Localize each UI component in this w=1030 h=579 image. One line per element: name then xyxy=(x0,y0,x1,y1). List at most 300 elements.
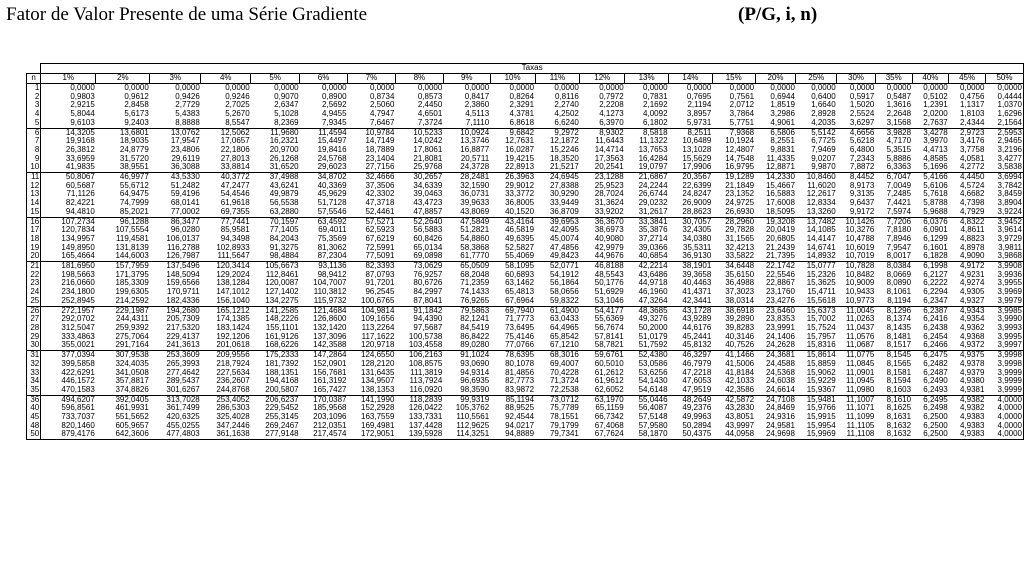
rates-super-header-row xyxy=(27,64,1024,74)
factor-cell: 86,8422 xyxy=(460,332,490,341)
factor-cell: 4,7170 xyxy=(886,137,912,146)
period-cell: 16 xyxy=(27,217,41,226)
factor-cell: 6,2466 xyxy=(923,341,948,350)
factor-cell: 21,7395 xyxy=(765,252,795,261)
factor-cell: 4,9375 xyxy=(949,351,986,360)
factor-cell: 11,9680 xyxy=(251,128,300,137)
factor-cell: 28,8623 xyxy=(682,207,712,216)
factor-cell: 156,7681 xyxy=(313,368,347,377)
factor-cell: 8,1625 xyxy=(886,404,912,413)
period-cell: 34 xyxy=(27,377,41,386)
factor-cell: 75,7789 xyxy=(549,404,579,413)
factor-cell: 76,9257 xyxy=(413,270,443,279)
factor-cell: 19,1289 xyxy=(712,173,755,182)
table-row xyxy=(27,306,1024,315)
factor-cell: 0,8900 xyxy=(322,92,347,101)
factor-cell: 4,6682 xyxy=(959,190,985,199)
factor-cell: 259,9392 xyxy=(115,323,149,332)
factor-cell: 174,1385 xyxy=(216,315,250,324)
factor-cell: 3,9868 xyxy=(985,252,1023,261)
factor-cell: 5,4166 xyxy=(912,173,949,182)
factor-cell: 54,6148 xyxy=(638,385,668,394)
factor-cell: 13,1028 xyxy=(682,145,712,154)
factor-cell: 78,6395 xyxy=(490,351,535,360)
factor-cell: 68,0141 xyxy=(170,199,200,208)
factor-cell: 84,2043 xyxy=(269,234,299,243)
factor-cell: 0,0000 xyxy=(686,83,712,92)
factor-cell: 96,1288 xyxy=(96,217,150,226)
factor-cell: 15,5629 xyxy=(682,154,712,163)
factor-cell: 94,0217 xyxy=(505,421,535,430)
factor-cell: 92,4544 xyxy=(505,413,535,422)
factor-cell: 8,1194 xyxy=(887,296,912,305)
factor-cell: 227,5634 xyxy=(216,368,250,377)
table-row xyxy=(27,146,1024,155)
rate-column-header: 11% xyxy=(535,74,580,84)
factor-cell: 252,8945 xyxy=(61,296,95,305)
factor-cell: 8,0384 xyxy=(875,262,912,271)
factor-cell: 18,9035 xyxy=(119,137,149,146)
factor-cell: 2,7637 xyxy=(923,118,948,127)
factor-cell: 116,0920 xyxy=(409,385,443,394)
factor-cell: 4,9354 xyxy=(959,315,985,324)
factor-cell: 93,1136 xyxy=(300,262,348,271)
factor-cell: 5,8788 xyxy=(923,199,948,208)
factor-cell: 21,1849 xyxy=(725,181,755,190)
factor-cell: 49,2376 xyxy=(682,404,712,413)
period-cell: 29 xyxy=(27,333,41,342)
factor-cell: 11,0945 xyxy=(846,377,875,386)
factor-cell: 4,8585 xyxy=(923,154,948,163)
factor-cell: 0,4756 xyxy=(959,92,985,101)
factor-cell: 7,8180 xyxy=(886,226,912,235)
factor-cell: 94,4810 xyxy=(65,207,95,216)
factor-cell: 12,7631 xyxy=(505,137,535,146)
factor-cell: 26,9009 xyxy=(682,199,712,208)
factor-cell: 312,5047 xyxy=(61,323,95,332)
factor-cell: 42,1033 xyxy=(725,377,755,386)
factor-cell: 42,2214 xyxy=(625,262,669,271)
factor-cell: 313,7028 xyxy=(150,395,201,404)
rate-column-header: 1% xyxy=(41,74,96,84)
factor-cell: 6,0376 xyxy=(912,217,949,226)
factor-cell: 455,0255 xyxy=(166,421,200,430)
factor-cell: 286,5303 xyxy=(216,404,250,413)
factor-cell: 88,9525 xyxy=(505,404,535,413)
factor-cell: 17,8061 xyxy=(413,145,443,154)
period-cell: 3 xyxy=(27,101,41,110)
factor-cell: 6,2493 xyxy=(923,385,948,394)
factor-cell: 24,3681 xyxy=(755,351,796,360)
factor-cell: 4,8823 xyxy=(959,234,985,243)
factor-cell: 2,1194 xyxy=(687,101,712,110)
rate-column-header: 35% xyxy=(875,74,912,84)
factor-cell: 17,6008 xyxy=(765,199,795,208)
factor-cell: 7,9368 xyxy=(712,128,755,137)
factor-cell: 6,2500 xyxy=(923,413,948,422)
factor-cell: 8,2369 xyxy=(274,118,299,127)
factor-cell: 50,1776 xyxy=(594,279,624,288)
factor-cell: 0,0000 xyxy=(886,83,912,92)
factor-cell: 98,3590 xyxy=(460,385,490,394)
table-row xyxy=(27,217,1024,226)
factor-cell: 14,7548 xyxy=(725,154,755,163)
factor-cell: 8,1565 xyxy=(886,359,912,368)
factor-cell: 15,8316 xyxy=(806,341,836,350)
factor-cell: 5,1696 xyxy=(923,163,948,172)
factor-cell: 10,6019 xyxy=(845,243,875,252)
factor-cell: 14,3205 xyxy=(41,128,96,137)
factor-cell: 4,7929 xyxy=(959,207,985,216)
factor-cell: 104,9814 xyxy=(348,306,396,315)
factor-cell: 20,9700 xyxy=(269,145,299,154)
factor-cell: 4,2772 xyxy=(959,163,985,172)
factor-cell: 10,7828 xyxy=(837,262,876,271)
factor-cell: 57,5148 xyxy=(638,413,668,422)
factor-cell: 68,3016 xyxy=(535,351,580,360)
rate-column-header: 40% xyxy=(912,74,949,84)
factor-cell: 79,1799 xyxy=(549,421,579,430)
factor-cell: 15,9766 xyxy=(806,404,836,413)
factor-cell: 9,6103 xyxy=(70,118,95,127)
factor-cell: 11,6443 xyxy=(595,137,624,146)
factor-cell: 12,8334 xyxy=(806,199,836,208)
factor-cell: 100,6765 xyxy=(361,296,395,305)
factor-cell: 377,0394 xyxy=(41,351,96,360)
factor-cell: 47,4856 xyxy=(549,243,579,252)
factor-cell: 5,8886 xyxy=(886,154,912,163)
factor-cell: 26,6744 xyxy=(638,190,668,199)
factor-cell: 4,9372 xyxy=(959,341,985,350)
factor-cell: 30,2657 xyxy=(395,173,443,182)
factor-cell: 4,9231 xyxy=(959,270,985,279)
factor-cell: 81,4856 xyxy=(505,368,535,377)
factor-cell: 461,9931 xyxy=(115,404,149,413)
period-cell: 9 xyxy=(27,155,41,164)
rate-column-header: 3% xyxy=(150,74,201,84)
factor-cell: 1,3616 xyxy=(886,101,912,110)
factor-cell: 84,5419 xyxy=(460,323,490,332)
factor-cell: 42,4095 xyxy=(549,226,579,235)
period-cell: 20 xyxy=(27,252,41,261)
factor-cell: 37,3506 xyxy=(365,181,395,190)
factor-cell: 14,0242 xyxy=(413,137,443,146)
factor-cell: 49,8423 xyxy=(549,252,579,261)
factor-cell: 0,0000 xyxy=(369,83,395,92)
factor-cell: 35,6150 xyxy=(725,270,755,279)
factor-cell: 4,9380 xyxy=(959,377,985,386)
period-cell: 10 xyxy=(27,163,41,172)
factor-cell: 19,8416 xyxy=(317,145,347,154)
factor-cell: 77,7441 xyxy=(201,217,251,226)
factor-cell: 4,9343 xyxy=(949,306,986,315)
factor-cell: 24,7108 xyxy=(755,395,796,404)
factor-cell: 3,4277 xyxy=(985,155,1023,164)
factor-cell: 23,4276 xyxy=(765,296,795,305)
factor-cell: 56,1864 xyxy=(549,279,579,288)
factor-cell: 83,9872 xyxy=(505,385,535,394)
factor-cell: 170,0387 xyxy=(300,395,348,404)
factor-cell: 67,7624 xyxy=(580,430,625,439)
factor-cell: 0,5102 xyxy=(923,92,948,101)
factor-cell: 129,2024 xyxy=(216,270,250,279)
factor-cell: 41,4371 xyxy=(682,288,712,297)
factor-cell: 12,4807 xyxy=(725,145,755,154)
factor-cell: 18,5095 xyxy=(765,207,795,216)
factor-cell: 22,6399 xyxy=(682,181,712,190)
period-cell: 2 xyxy=(27,93,41,102)
factor-cell: 12,5062 xyxy=(201,128,251,137)
factor-cell: 420,6325 xyxy=(166,413,200,422)
factor-cell: 112,8461 xyxy=(265,270,299,279)
factor-cell: 34,6448 xyxy=(712,262,755,271)
period-cell: 18 xyxy=(27,235,41,244)
factor-cell: 29,6119 xyxy=(171,154,200,163)
factor-cell: 269,2467 xyxy=(265,421,299,430)
factor-cell: 131,6435 xyxy=(361,368,395,377)
rate-column-header: 20% xyxy=(755,74,796,84)
factor-cell: 181,7392 xyxy=(265,359,299,368)
table-row xyxy=(27,155,1024,164)
factor-cell: 4,9172 xyxy=(949,262,986,271)
factor-cell: 107,2734 xyxy=(41,217,96,226)
factor-cell: 61,9618 xyxy=(220,199,250,208)
factor-cell: 82,1241 xyxy=(460,315,490,324)
factor-cell: 2,4450 xyxy=(417,101,443,110)
factor-cell: 4,9383 xyxy=(949,430,986,439)
factor-cell: 9,2972 xyxy=(535,128,580,137)
rate-column-header: 6% xyxy=(300,74,348,84)
factor-cell: 16,8877 xyxy=(460,145,490,154)
factor-cell: 33,5822 xyxy=(725,252,755,261)
factor-cell: 3,5838 xyxy=(985,163,1023,172)
factor-cell: 374,8826 xyxy=(115,385,149,394)
factor-cell: 2,0712 xyxy=(729,101,755,110)
factor-cell: 3,9729 xyxy=(985,235,1023,244)
factor-cell: 43,8051 xyxy=(725,413,755,422)
factor-cell: 8,1610 xyxy=(875,395,912,404)
factor-cell: 63,1462 xyxy=(505,279,535,288)
factor-cell: 2,5692 xyxy=(322,101,347,110)
factor-cell: 4,9327 xyxy=(959,296,985,305)
table-row xyxy=(27,351,1024,360)
factor-cell: 15,7002 xyxy=(806,315,836,324)
factor-cell: 879,4176 xyxy=(41,430,96,439)
factor-cell: 212,0351 xyxy=(313,421,347,430)
factor-cell: 91,1842 xyxy=(395,306,443,315)
factor-cell: 77,0002 xyxy=(170,207,200,216)
factor-cell: 399,5858 xyxy=(61,359,95,368)
factor-cell: 53,1046 xyxy=(594,296,624,305)
table-row xyxy=(27,422,1024,431)
factor-cell: 66,7342 xyxy=(594,413,624,422)
factor-cell: 8,1435 xyxy=(886,323,912,332)
factor-cell: 181,6950 xyxy=(41,262,96,271)
factor-cell: 5,4383 xyxy=(175,110,200,119)
factor-cell: 642,3606 xyxy=(96,430,150,439)
period-cell: 30 xyxy=(27,341,41,350)
factor-cell: 20,3567 xyxy=(669,173,713,182)
factor-cell: 70,4228 xyxy=(549,368,579,377)
factor-cell: 89,0280 xyxy=(460,341,490,350)
factor-cell: 253,3609 xyxy=(150,351,201,360)
factor-cell: 139,5928 xyxy=(395,430,443,439)
period-cell: 12 xyxy=(27,182,41,191)
factor-cell: 4,9061 xyxy=(770,118,795,127)
factor-cell: 1,5020 xyxy=(849,101,875,110)
factor-cell: 55,4069 xyxy=(505,252,535,261)
factor-cell: 24,9698 xyxy=(755,430,796,439)
factor-cell: 8,1517 xyxy=(886,341,912,350)
factor-cell: 8,0669 xyxy=(886,270,912,279)
factor-cell: 47,2218 xyxy=(682,368,712,377)
table-body xyxy=(27,84,1024,440)
factor-cell: 22,1742 xyxy=(755,262,796,271)
factor-cell: 85,1194 xyxy=(490,395,535,404)
factor-cell: 9,9870 xyxy=(811,163,836,172)
table-row xyxy=(27,244,1024,253)
factor-cell: 8,0890 xyxy=(886,279,912,288)
factor-cell: 46,1960 xyxy=(638,288,668,297)
factor-cell: 3,8957 xyxy=(686,110,712,119)
factor-cell: 29,9012 xyxy=(505,181,535,190)
factor-cell: 733,7037 xyxy=(61,413,95,422)
period-cell: 25 xyxy=(27,297,41,306)
factor-cell: 50,2894 xyxy=(682,421,712,430)
factor-cell: 13,7653 xyxy=(638,145,668,154)
factor-cell: 4,9362 xyxy=(959,323,985,332)
factor-cell: 4,9383 xyxy=(959,413,985,422)
factor-cell: 0,0000 xyxy=(175,83,200,92)
factor-cell: 3,7864 xyxy=(729,110,755,119)
factor-cell: 4,9305 xyxy=(959,288,985,297)
factor-cell: 71,3724 xyxy=(549,377,579,386)
factor-cell: 1,6640 xyxy=(811,101,836,110)
factor-cell: 96,2545 xyxy=(365,288,395,297)
factor-cell: 77,1405 xyxy=(269,226,299,235)
factor-cell: 0,0000 xyxy=(124,83,149,92)
factor-cell: 289,5437 xyxy=(166,377,200,386)
factor-cell: 58,3868 xyxy=(460,243,490,252)
factor-cell: 2,9465 xyxy=(985,137,1023,146)
factor-cell: 44,9718 xyxy=(638,279,668,288)
factor-cell: 26,3812 xyxy=(65,145,95,154)
factor-cell: 3,8459 xyxy=(985,190,1023,199)
factor-cell: 28,2481 xyxy=(443,173,490,182)
factor-cell: 103,4558 xyxy=(408,341,443,350)
factor-cell: 15,9969 xyxy=(796,430,837,439)
factor-cell: 0,0000 xyxy=(322,83,347,92)
factor-cell: 120,0087 xyxy=(265,279,299,288)
factor-cell: 6,4800 xyxy=(849,145,875,154)
factor-cell: 15,3625 xyxy=(806,279,836,288)
factor-cell: 56,5538 xyxy=(269,199,299,208)
table-row xyxy=(27,252,1024,261)
factor-cell: 38,6918 xyxy=(712,306,755,315)
factor-cell: 6,1998 xyxy=(912,262,949,271)
factor-cell: 203,1096 xyxy=(313,413,347,422)
factor-cell: 87,0793 xyxy=(365,270,395,279)
factor-cell: 152,0901 xyxy=(313,359,347,368)
factor-cell: 67,6219 xyxy=(365,234,395,243)
factor-cell: 39,0366 xyxy=(638,243,668,252)
factor-cell: 9,6437 xyxy=(849,199,875,208)
factor-cell: 120,9718 xyxy=(361,341,395,350)
factor-cell: 55,0446 xyxy=(625,395,669,404)
factor-cell: 3,9998 xyxy=(985,351,1023,360)
factor-cell: 4,6656 xyxy=(837,128,876,137)
factor-cell: 61,9612 xyxy=(594,377,624,386)
factor-cell: 163,7559 xyxy=(361,413,395,422)
factor-cell: 3,9224 xyxy=(985,208,1023,217)
factor-cell: 165,7427 xyxy=(313,385,347,394)
factor-cell: 10,4788 xyxy=(845,234,875,243)
factor-cell: 32,4666 xyxy=(348,173,396,182)
factor-cell: 60,6893 xyxy=(505,270,535,279)
factor-cell: 19,0797 xyxy=(638,163,668,172)
factor-cell: 0,8264 xyxy=(509,92,535,101)
factor-cell: 144,6003 xyxy=(115,252,149,261)
factor-cell: 30,7057 xyxy=(669,217,713,226)
factor-cell: 36,3088 xyxy=(170,163,200,172)
factor-cell: 0,0000 xyxy=(811,83,836,92)
factor-cell: 14,4714 xyxy=(594,145,624,154)
factor-cell: 47,8857 xyxy=(413,207,443,216)
table-row xyxy=(27,128,1024,137)
factor-cell: 8,1632 xyxy=(875,430,912,439)
factor-cell: 7,9469 xyxy=(811,145,836,154)
factor-cell: 23,1404 xyxy=(365,154,395,163)
factor-cell: 78,1551 xyxy=(549,413,579,422)
factor-cell: 3,9997 xyxy=(985,341,1023,350)
factor-cell: 0,6400 xyxy=(811,92,836,101)
factor-cell: 161,3192 xyxy=(313,377,347,386)
period-cell: 6 xyxy=(27,128,41,137)
factor-cell: 42,3441 xyxy=(682,296,712,305)
factor-cell: 172,9051 xyxy=(348,430,396,439)
factor-cell: 3,9998 xyxy=(985,360,1023,369)
factor-cell: 8,9302 xyxy=(580,128,625,137)
factor-cell: 57,9580 xyxy=(638,421,668,430)
factor-cell: 93,0690 xyxy=(460,359,490,368)
factor-cell: 241,3613 xyxy=(166,341,200,350)
table-row xyxy=(27,190,1024,199)
factor-cell: 15,9481 xyxy=(796,395,837,404)
factor-cell: 23,9991 xyxy=(765,323,795,332)
factor-cell: 21,2439 xyxy=(765,243,795,252)
period-cell: 4 xyxy=(27,110,41,119)
factor-cell: 4,7947 xyxy=(369,110,395,119)
factor-cell: 152,2928 xyxy=(361,404,395,413)
factor-cell: 0,0000 xyxy=(274,83,299,92)
factor-cell: 40,3146 xyxy=(725,332,755,341)
factor-cell: 15,9229 xyxy=(806,377,836,386)
factor-cell: 52,4461 xyxy=(365,207,395,216)
factor-cell: 6,2387 xyxy=(912,306,949,315)
period-cell: 31 xyxy=(27,351,41,360)
factor-cell: 477,4803 xyxy=(150,430,201,439)
factor-cell: 55,6369 xyxy=(594,315,624,324)
factor-cell: 175,2333 xyxy=(251,351,300,360)
table-row xyxy=(27,110,1024,119)
factor-cell: 69,7940 xyxy=(490,306,535,315)
factor-cell: 51,6929 xyxy=(594,288,624,297)
factor-cell: 51,2821 xyxy=(460,226,490,235)
factor-cell: 76,9265 xyxy=(460,296,490,305)
factor-cell: 31,1565 xyxy=(725,234,755,243)
factor-cell: 36,8005 xyxy=(505,199,535,208)
factor-cell: 44,0958 xyxy=(712,430,755,439)
